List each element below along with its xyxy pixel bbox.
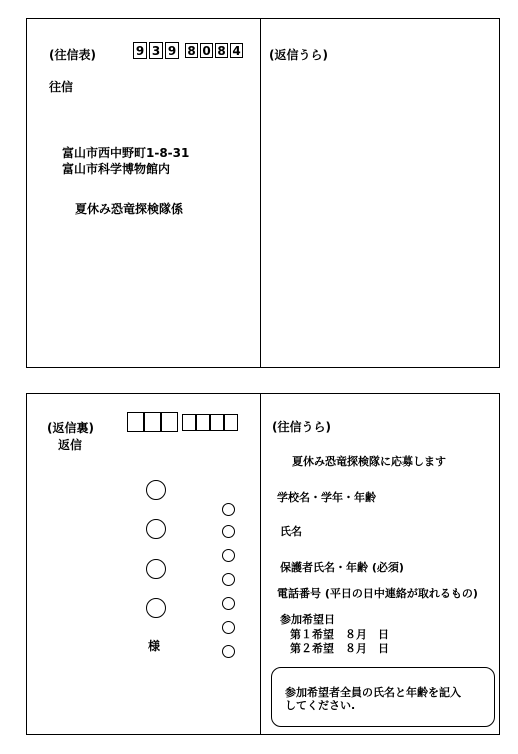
address-line-2: 富山市科学博物館内: [62, 162, 171, 176]
ouhin-label: 往信: [49, 80, 74, 94]
postal-digit-box: 8: [215, 43, 228, 58]
address-circle: [146, 519, 166, 539]
address-circle: [222, 597, 235, 610]
postal-digit-box: 3: [149, 42, 163, 59]
postal-digit-box: [224, 414, 238, 431]
postal-digit-box: [144, 412, 161, 432]
address-circle: [222, 621, 235, 634]
note-line-2: してください.: [285, 699, 356, 712]
postal-digit-box: [196, 414, 210, 431]
first-choice-line: 第１希望 ８月 日: [290, 628, 389, 641]
postal-digit-box: [161, 412, 178, 432]
front-label: (返信裏): [47, 421, 94, 435]
phone-field-label: 電話番号 (平日の日中連絡が取れるもの): [277, 587, 478, 600]
second-choice-line: 第２希望 ８月 日: [290, 642, 389, 655]
postal-digit-box: 9: [133, 42, 147, 59]
postal-digit-box: 0: [200, 43, 213, 58]
postal-digit-box: 4: [230, 43, 243, 58]
address-circle: [146, 559, 166, 579]
postal-digit-box: [182, 414, 196, 431]
school-field-label: 学校名・学年・年齢: [277, 491, 376, 504]
address-circle: [222, 503, 235, 516]
back-label: (往信うら): [272, 420, 331, 434]
guardian-field-label: 保護者氏名・年齢 (必須): [280, 561, 404, 574]
address-line-1: 富山市西中野町1-8-31: [62, 146, 190, 160]
address-circle: [222, 525, 235, 538]
card-divider: [260, 19, 261, 367]
sama-label: 様: [148, 639, 161, 653]
address-circle: [146, 598, 166, 618]
address-circle: [222, 645, 235, 658]
back-label: (返信うら): [269, 48, 328, 62]
name-field-label: 氏名: [280, 525, 302, 538]
reply-postcard: [26, 393, 500, 735]
note-box: [271, 667, 495, 727]
participation-label: 参加希望日: [280, 613, 335, 626]
card-divider: [260, 394, 261, 734]
postal-digit-box: [127, 412, 144, 432]
front-label: (往信表): [49, 48, 96, 62]
application-heading: 夏休み恐竜探検隊に応募します: [292, 455, 446, 468]
recipient-name: 夏休み恐竜探検隊係: [75, 202, 184, 216]
outgoing-postcard: [26, 18, 500, 368]
address-circle: [222, 549, 235, 562]
address-circle: [146, 480, 166, 500]
postal-digit-box: 8: [185, 43, 198, 58]
postal-digit-box: 9: [165, 42, 179, 59]
henshin-label: 返信: [58, 438, 83, 452]
address-circle: [222, 573, 235, 586]
postal-digit-box: [210, 414, 224, 431]
note-line-1: 参加希望者全員の氏名と年齢を記入: [285, 686, 461, 699]
